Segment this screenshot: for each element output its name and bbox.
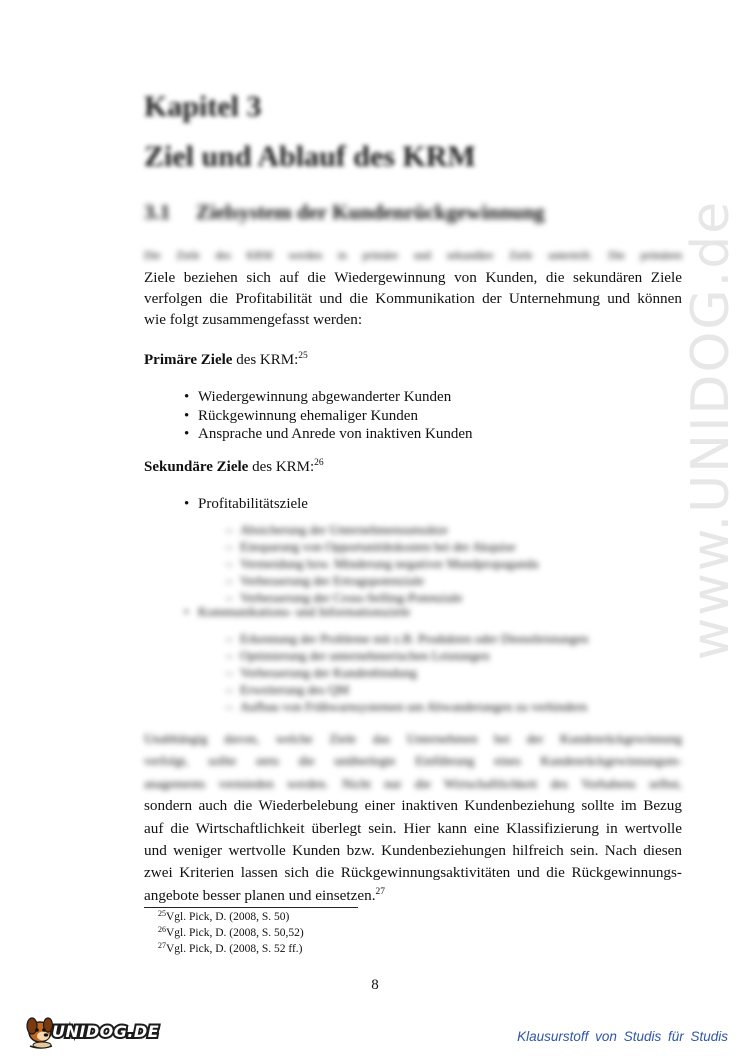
watermark: www.UNIDOG.de [681, 199, 741, 661]
paragraph-line: Ziele beziehen sich auf die Wiedergewinnung von Kunden, die sekundären Ziele [144, 269, 682, 286]
list-item: • Rückgewinnung ehemaliger Kunden [198, 407, 473, 426]
paragraph-line: anagements vermieden werden. Nicht nur die Wirtschaftlichkeit des Vorhabens selbst, [144, 775, 682, 791]
sub-list-item: – Absicherung der Unternehmensumsätze [240, 521, 538, 538]
secondary-group2-sublist [240, 630, 588, 715]
paragraph-line: Unabhängig davon, welche Ziele das Unternehmen bei der Kundenrückgewinnung [144, 731, 682, 746]
secondary-group1-list [198, 495, 308, 514]
logo-wordmark[interactable]: UNIDOG.DE [52, 1022, 160, 1041]
paragraph-line: verfolgen die Profitabilität und die Kommunikation der Unternehmung und können [144, 290, 682, 307]
secondary-group2-list [198, 603, 410, 622]
list-item: • Wiedergewinnung abgewanderter Kunden [198, 388, 473, 407]
primary-goals-label-bold: Primäre Ziele [144, 352, 233, 368]
intro-paragraph [144, 246, 682, 330]
list-item: • Kommunikations- und Informationsziele [198, 603, 410, 622]
sub-list-item: – Optimierung der unternehmerischen Leistungen [240, 647, 588, 664]
secondary-goals-label-rest: des KRM: [248, 459, 315, 475]
section-title: Zielsystem der Kundenrückgewinnung [196, 200, 545, 224]
section-number: 3.1 [144, 200, 171, 224]
paragraph-line-text: angebote besser planen und einsetzen. [144, 886, 376, 904]
secondary-goals-label-bold: Sekundäre Ziele [144, 459, 249, 475]
paragraph-line: sondern auch die Wiederbelebung einer inaktiven Kundenbeziehung sollte im Bezug [144, 797, 682, 815]
sub-list-item: – Verbesserung der Kundenbindung [240, 664, 588, 681]
sub-list-item: – Aufbau von Frühwarnsystemen um Abwanderungen zu verhindern [240, 698, 588, 715]
footnote-divider [144, 907, 358, 908]
chapter-label: Kapitel 3 [144, 90, 262, 123]
footnote-text: Vgl. Pick, D. (2008, S. 50) [166, 911, 290, 923]
secondary-goals-label [144, 459, 324, 476]
sub-list-item: – Verbesserung der Cross-Selling-Potenziale [240, 589, 538, 606]
paragraph-line-last [144, 885, 682, 907]
paragraph-line: verfolgt, sollte stets die unüberlegte Einführung eines Kundenrückgewinnungsm- [144, 753, 682, 769]
sub-list-item: – Erweiterung des QM [240, 681, 588, 698]
footnotes [158, 909, 304, 957]
list-item: • Ansprache und Anrede von inaktiven Kunden [198, 425, 473, 444]
footnote-number: 27 [158, 941, 166, 950]
footnote-ref: 27 [375, 886, 386, 897]
paragraph-line: zwei Kriterien lassen sich die Rückgewinnungsaktivitäten und die Rückgewinnungs- [144, 864, 682, 882]
paragraph-line: Die Ziele des KRM werden in primäre und sekundäre Ziele unterteilt. Die primären [144, 250, 682, 262]
sub-list-item: – Verbesserung der Ertragspotenziale [240, 572, 538, 589]
primary-goals-list [198, 388, 473, 444]
sub-list-item: – Einsparung von Opportunitätskosten bei der Akquise [240, 538, 538, 555]
section-heading [144, 200, 545, 225]
chapter-title: Ziel und Ablauf des KRM [144, 140, 476, 173]
footnote [158, 941, 304, 957]
footnote-number: 26 [158, 925, 166, 934]
footnote [158, 909, 304, 925]
footnote-text: Vgl. Pick, D. (2008, S. 50,52) [166, 927, 304, 939]
primary-goals-label [144, 352, 308, 369]
footnote-text: Vgl. Pick, D. (2008, S. 52 ff.) [166, 943, 303, 955]
closing-paragraph [144, 728, 682, 907]
sub-list-item: – Vermeidung bzw. Minderung negativer Mundpropaganda [240, 555, 538, 572]
footnote [158, 925, 304, 941]
sub-list-item: – Erkennung der Probleme mit z.B. Produkten oder Dienstleistungen [240, 630, 588, 647]
paragraph-line: wie folgt zusammengefasst werden: [144, 311, 363, 328]
footnote-ref: 26 [314, 458, 324, 468]
paragraph-line: und weniger wertvolle Kunden bzw. Kundenbeziehungen hilfreich sein. Nach diesen [144, 842, 682, 860]
paragraph-line: auf die Wirtschaftlichkeit überlegt sein. Hier kann eine Klassifizierung in wertvolle [144, 819, 682, 837]
list-item: • Profitabilitätsziele [198, 495, 308, 514]
footnote-ref: 25 [298, 351, 308, 361]
tagline: Klausurstoff von Studis für Studis [517, 1029, 728, 1044]
secondary-group1-sublist [240, 521, 538, 606]
page-number: 8 [371, 977, 379, 993]
footnote-number: 25 [158, 909, 166, 918]
primary-goals-label-rest: des KRM: [232, 352, 299, 368]
